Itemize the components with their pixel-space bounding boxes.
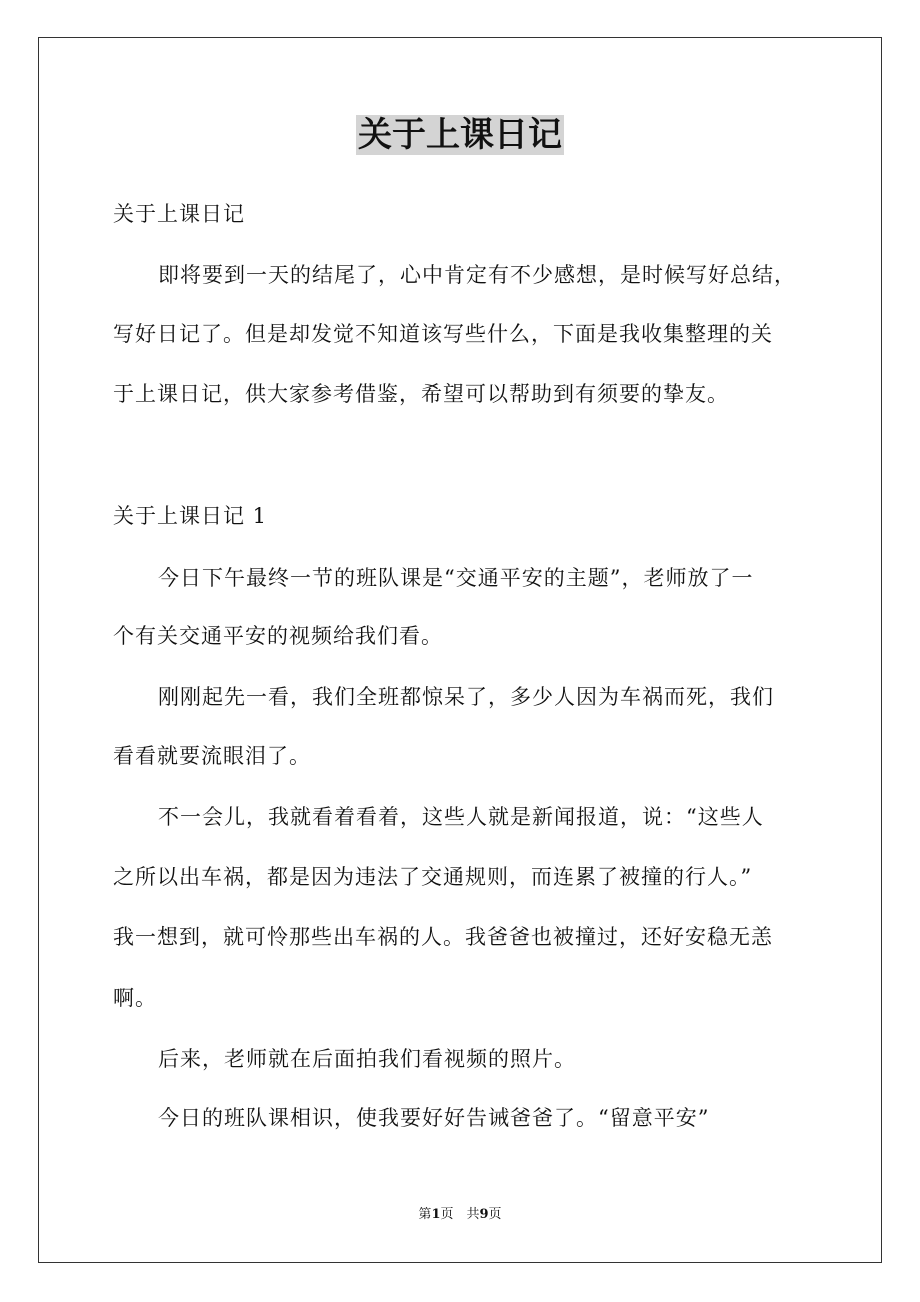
document-title [0,112,920,158]
body-line-9: 后来，老师就在后面拍我们看视频的照片。 [158,1047,576,1071]
footer-page-total: 9 [479,1207,489,1222]
body-line-6: 之所以出车祸，都是因为违法了交通规则，而连累了被撞的行人。” [113,865,753,889]
document-title-text: 关于上课日记 [358,115,562,155]
page-footer [0,1206,920,1224]
body-line-3: 刚刚起先一看，我们全班都惊呆了，多少人因为车祸而死，我们 [158,685,774,709]
body-line-5: 不一会儿，我就看着看着，这些人就是新闻报道，说：“这些人 [158,805,764,829]
intro-line-1: 即将要到一天的结尾了，心中肯定有不少感想，是时候写好总结， [158,263,796,287]
body-line-1: 今日下午最终一节的班队课是“交通平安的主题”，老师放了一 [158,566,754,590]
body-line-2: 个有关交通平安的视频给我们看。 [113,624,443,648]
footer-page-prefix: 第 [418,1207,432,1222]
footer-page-mid: 页 共 [440,1207,480,1222]
body-line-4: 看看就要流眼泪了。 [113,744,311,768]
intro-line-3: 于上课日记，供大家参考借鉴，希望可以帮助到有须要的挚友。 [113,382,729,406]
intro-line-2: 写好日记了。但是却发觉不知道该写些什么，下面是我收集整理的关 [113,322,773,346]
footer-page-suffix: 页 [488,1207,502,1222]
footer-page-current: 1 [431,1207,441,1222]
body-line-10: 今日的班队课相识，使我要好好告诫爸爸了。“留意平安” [158,1106,710,1130]
body-line-7: 我一想到，就可怜那些出车祸的人。我爸爸也被撞过，还好安稳无恙 [113,925,773,949]
subtitle: 关于上课日记 [113,202,245,226]
body-line-8: 啊。 [113,986,157,1010]
section-heading: 关于上课日记 1 [113,504,268,528]
